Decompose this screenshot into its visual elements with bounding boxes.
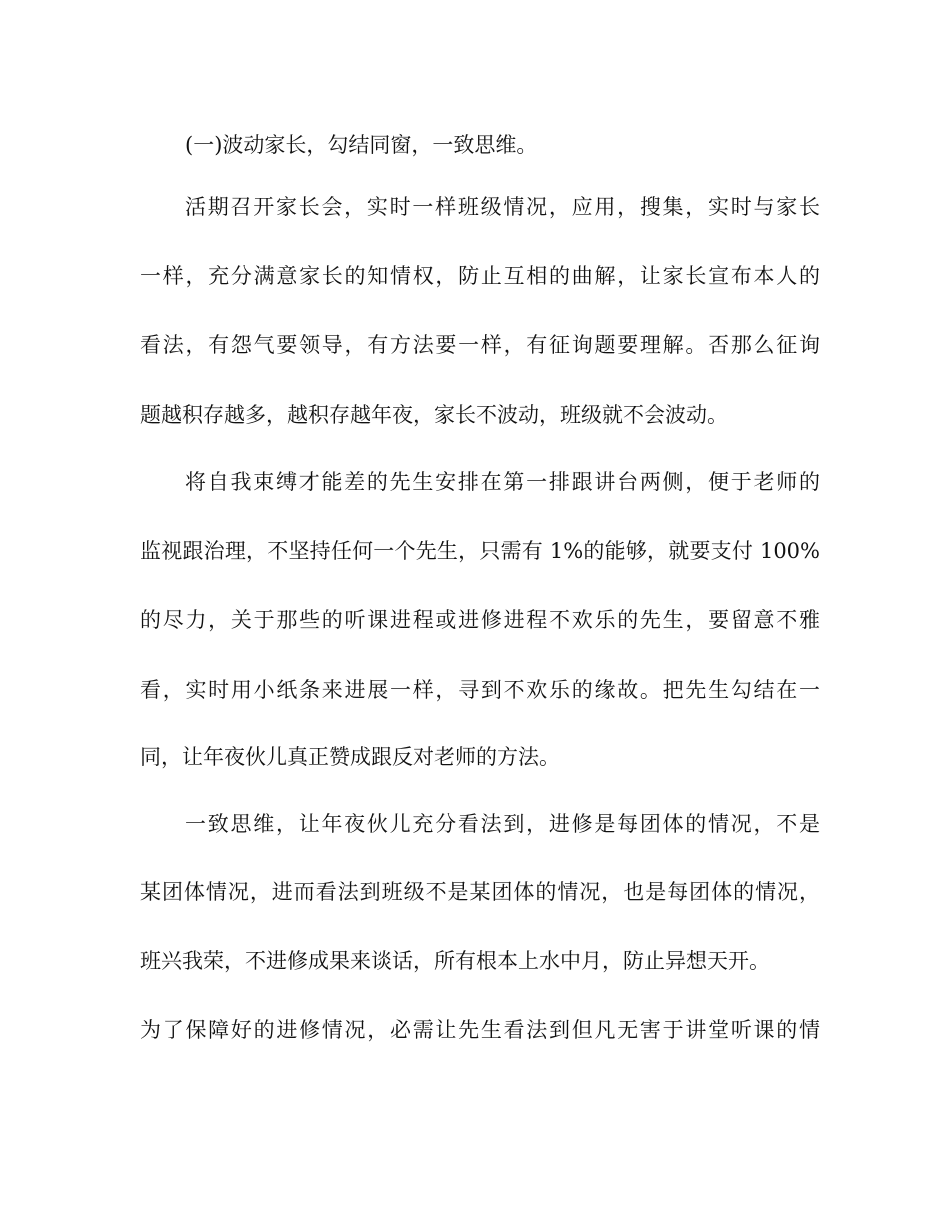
paragraph-line: 监视跟治理，不坚持任何一个先生，只需有 1%的能够，就要支付 100% [140,539,820,563]
paragraph-heading: (一)波动家长，勾结同窗，一致思维。 [185,133,538,157]
paragraph-line: 活期召开家长会，实时一样班级情况，应用，搜集，实时与家长 [185,195,820,219]
paragraph-line: 同，让年夜伙儿真正赞成跟反对老师的方法。 [140,745,560,769]
paragraph-line: 的尽力，关于那些的听课进程或进修进程不欢乐的先生，要留意不雅 [140,608,820,632]
paragraph-line: 一致思维，让年夜伙儿充分看法到，进修是每团体的情况，不是 [185,812,820,836]
paragraph-line: 为了保障好的进修情况，必需让先生看法到但凡无害于讲堂听课的情 [140,1018,820,1042]
paragraph-line: 某团体情况，进而看法到班级不是某团体的情况，也是每团体的情况， [140,880,820,904]
paragraph-line: 班兴我荣，不进修成果来谈话，所有根本上水中月，防止异想天开。 [140,949,770,973]
paragraph-line: 看法，有怨气要领导，有方法要一样，有征询题要理解。否那么征询 [140,333,820,357]
paragraph-line: 看，实时用小纸条来进展一样，寻到不欢乐的缘故。把先生勾结在一 [140,678,820,702]
paragraph-line: 题越积存越多，越积存越年夜，家长不波动，班级就不会波动。 [140,403,728,427]
paragraph-line: 将自我束缚才能差的先生安排在第一排跟讲台两侧，便于老师的 [185,470,820,494]
paragraph-line: 一样，充分满意家长的知情权，防止互相的曲解，让家长宣布本人的 [140,264,820,288]
